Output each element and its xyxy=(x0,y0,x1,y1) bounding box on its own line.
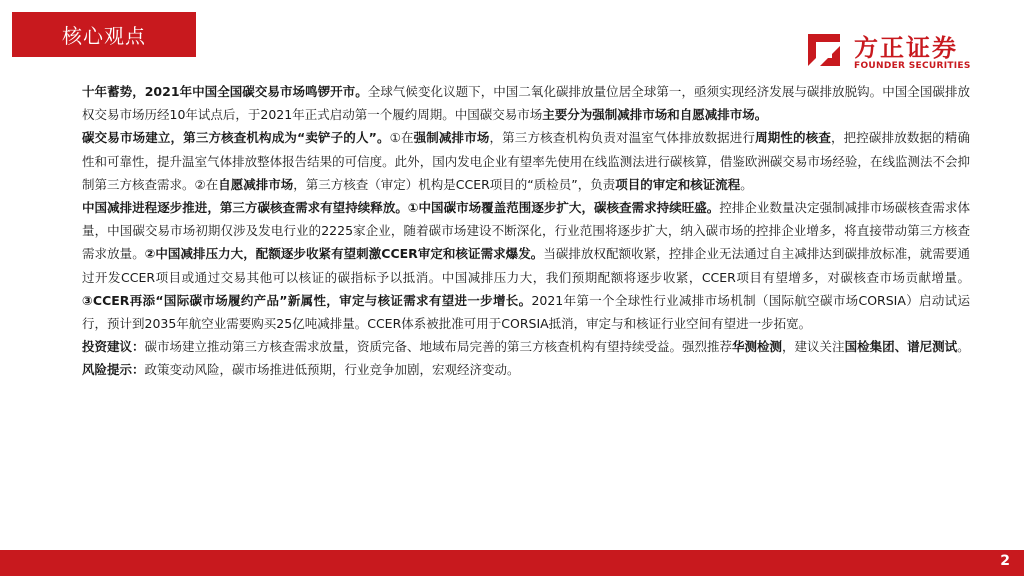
bold-text-segment: 周期性的核查 xyxy=(755,130,831,146)
text-segment: 当碳排放权配额收紧，控排企业无法通过自主减排达到碳排放标准，就需要通过开发CCER项目或通过交易其他可以核证的碳指标予以抵消。中国减排压力大，我们预期配额将逐步收紧，CCER项目有望增多，对碳核查市场贡献增量。 xyxy=(82,246,970,285)
text-segment: ，第三方核查机构负责对温室气体排放数据进行 xyxy=(489,130,756,146)
text-segment: ，建议关注 xyxy=(782,339,845,355)
paragraph xyxy=(82,126,970,196)
bold-text-segment: ③CCER再添“国际碳市场履约产品”新属性，审定与核证需求有望进一步增长。 xyxy=(82,292,532,308)
text-segment: 。 xyxy=(740,176,753,192)
logo-chinese-name: 方正证券 xyxy=(854,34,958,62)
bold-text-segment: 中国减排进程逐步推进，第三方碳核查需求有望持续释放。①中国碳市场覆盖范围逐步扩大，碳核查需求持续旺盛。 xyxy=(82,200,720,216)
bold-text-segment: 自愿减排市场 xyxy=(218,176,294,192)
text-segment: ，第三方核查（审定）机构是CCER项目的“质检员”，负责 xyxy=(293,176,616,192)
paragraph xyxy=(82,80,970,126)
page-number: 2 xyxy=(1000,553,1010,569)
logo-mark-icon xyxy=(802,28,846,72)
bold-text-segment: 项目的审定和核证流程 xyxy=(615,176,741,192)
text-segment: ，把控碳排放数据的精确性和可靠性，提升温室气体排放整体报告结果的可信度。此外，国内发电企业有望率先使用在线监测法进行碳核算，借鉴欧洲碳交易市场经验，在线监测法不会抑制第三方核查需求。②在 xyxy=(82,130,970,192)
bold-text-segment: 主要分为强制减排市场和自愿减排市场。 xyxy=(542,107,768,123)
footer-bar xyxy=(0,550,1024,576)
logo-english-name: FOUNDER SECURITIES xyxy=(854,61,971,71)
text-segment: 。 xyxy=(957,339,970,355)
bold-text-segment: 华测检测 xyxy=(732,339,783,355)
text-segment: 2021年第一个全球性行业减排市场机制（国际航空碳市场CORSIA）启动试运行，预计到2035年航空业需要购买25亿吨减排量。CCER体系被批准可用于CORSIA抵消，审定与和核证行业空间有望进一步拓宽。 xyxy=(82,292,970,332)
company-logo xyxy=(802,28,974,74)
text-segment: ①在 xyxy=(389,130,414,146)
text-segment: 碳市场建立推动第三方核查需求放量，资质完备、地域布局完善的第三方核查机构有望持续受益。强烈推荐 xyxy=(144,339,733,355)
paragraph xyxy=(82,335,970,358)
paragraph xyxy=(82,196,970,335)
paragraph xyxy=(82,358,970,381)
bold-text-segment: 风险提示： xyxy=(82,362,145,378)
bold-text-segment: 十年蓄势，2021年中国全国碳交易市场鸣锣开市。 xyxy=(82,84,368,99)
bold-text-segment: 强制减排市场 xyxy=(413,130,490,146)
text-segment: 全球气候变化议题下，中国二氧化碳排放量位居全球第一，亟须实现经济发展与碳排放脱钩。中国全国碳排放权交易市场历经10年试点后，于2021年正式启动第一个履约周期。中国碳交易市场 xyxy=(82,84,970,123)
page-title: 核心观点 xyxy=(12,12,196,57)
text-segment: 控排企业数量决定强制减排市场碳核查需求体量，中国碳交易市场初期仅涉及发电行业的2225家企业，随着碳市场建设不断深化，行业范围将逐步扩大，纳入碳市场的控排企业增多，将直接带动第三方核查需求放量。 xyxy=(82,200,970,262)
main-content xyxy=(82,80,970,382)
bold-text-segment: 碳交易市场建立，第三方核查机构成为“卖铲子的人”。 xyxy=(82,130,390,146)
text-segment: 政策变动风险，碳市场推进低预期，行业竞争加剧，宏观经济变动。 xyxy=(144,362,520,378)
bold-text-segment: 国检集团、谱尼测试 xyxy=(844,339,958,355)
bold-text-segment: ②中国减排压力大，配额逐步收紧有望刺激CCER审定和核证需求爆发。 xyxy=(144,246,544,262)
bold-text-segment: 投资建议： xyxy=(82,339,145,355)
